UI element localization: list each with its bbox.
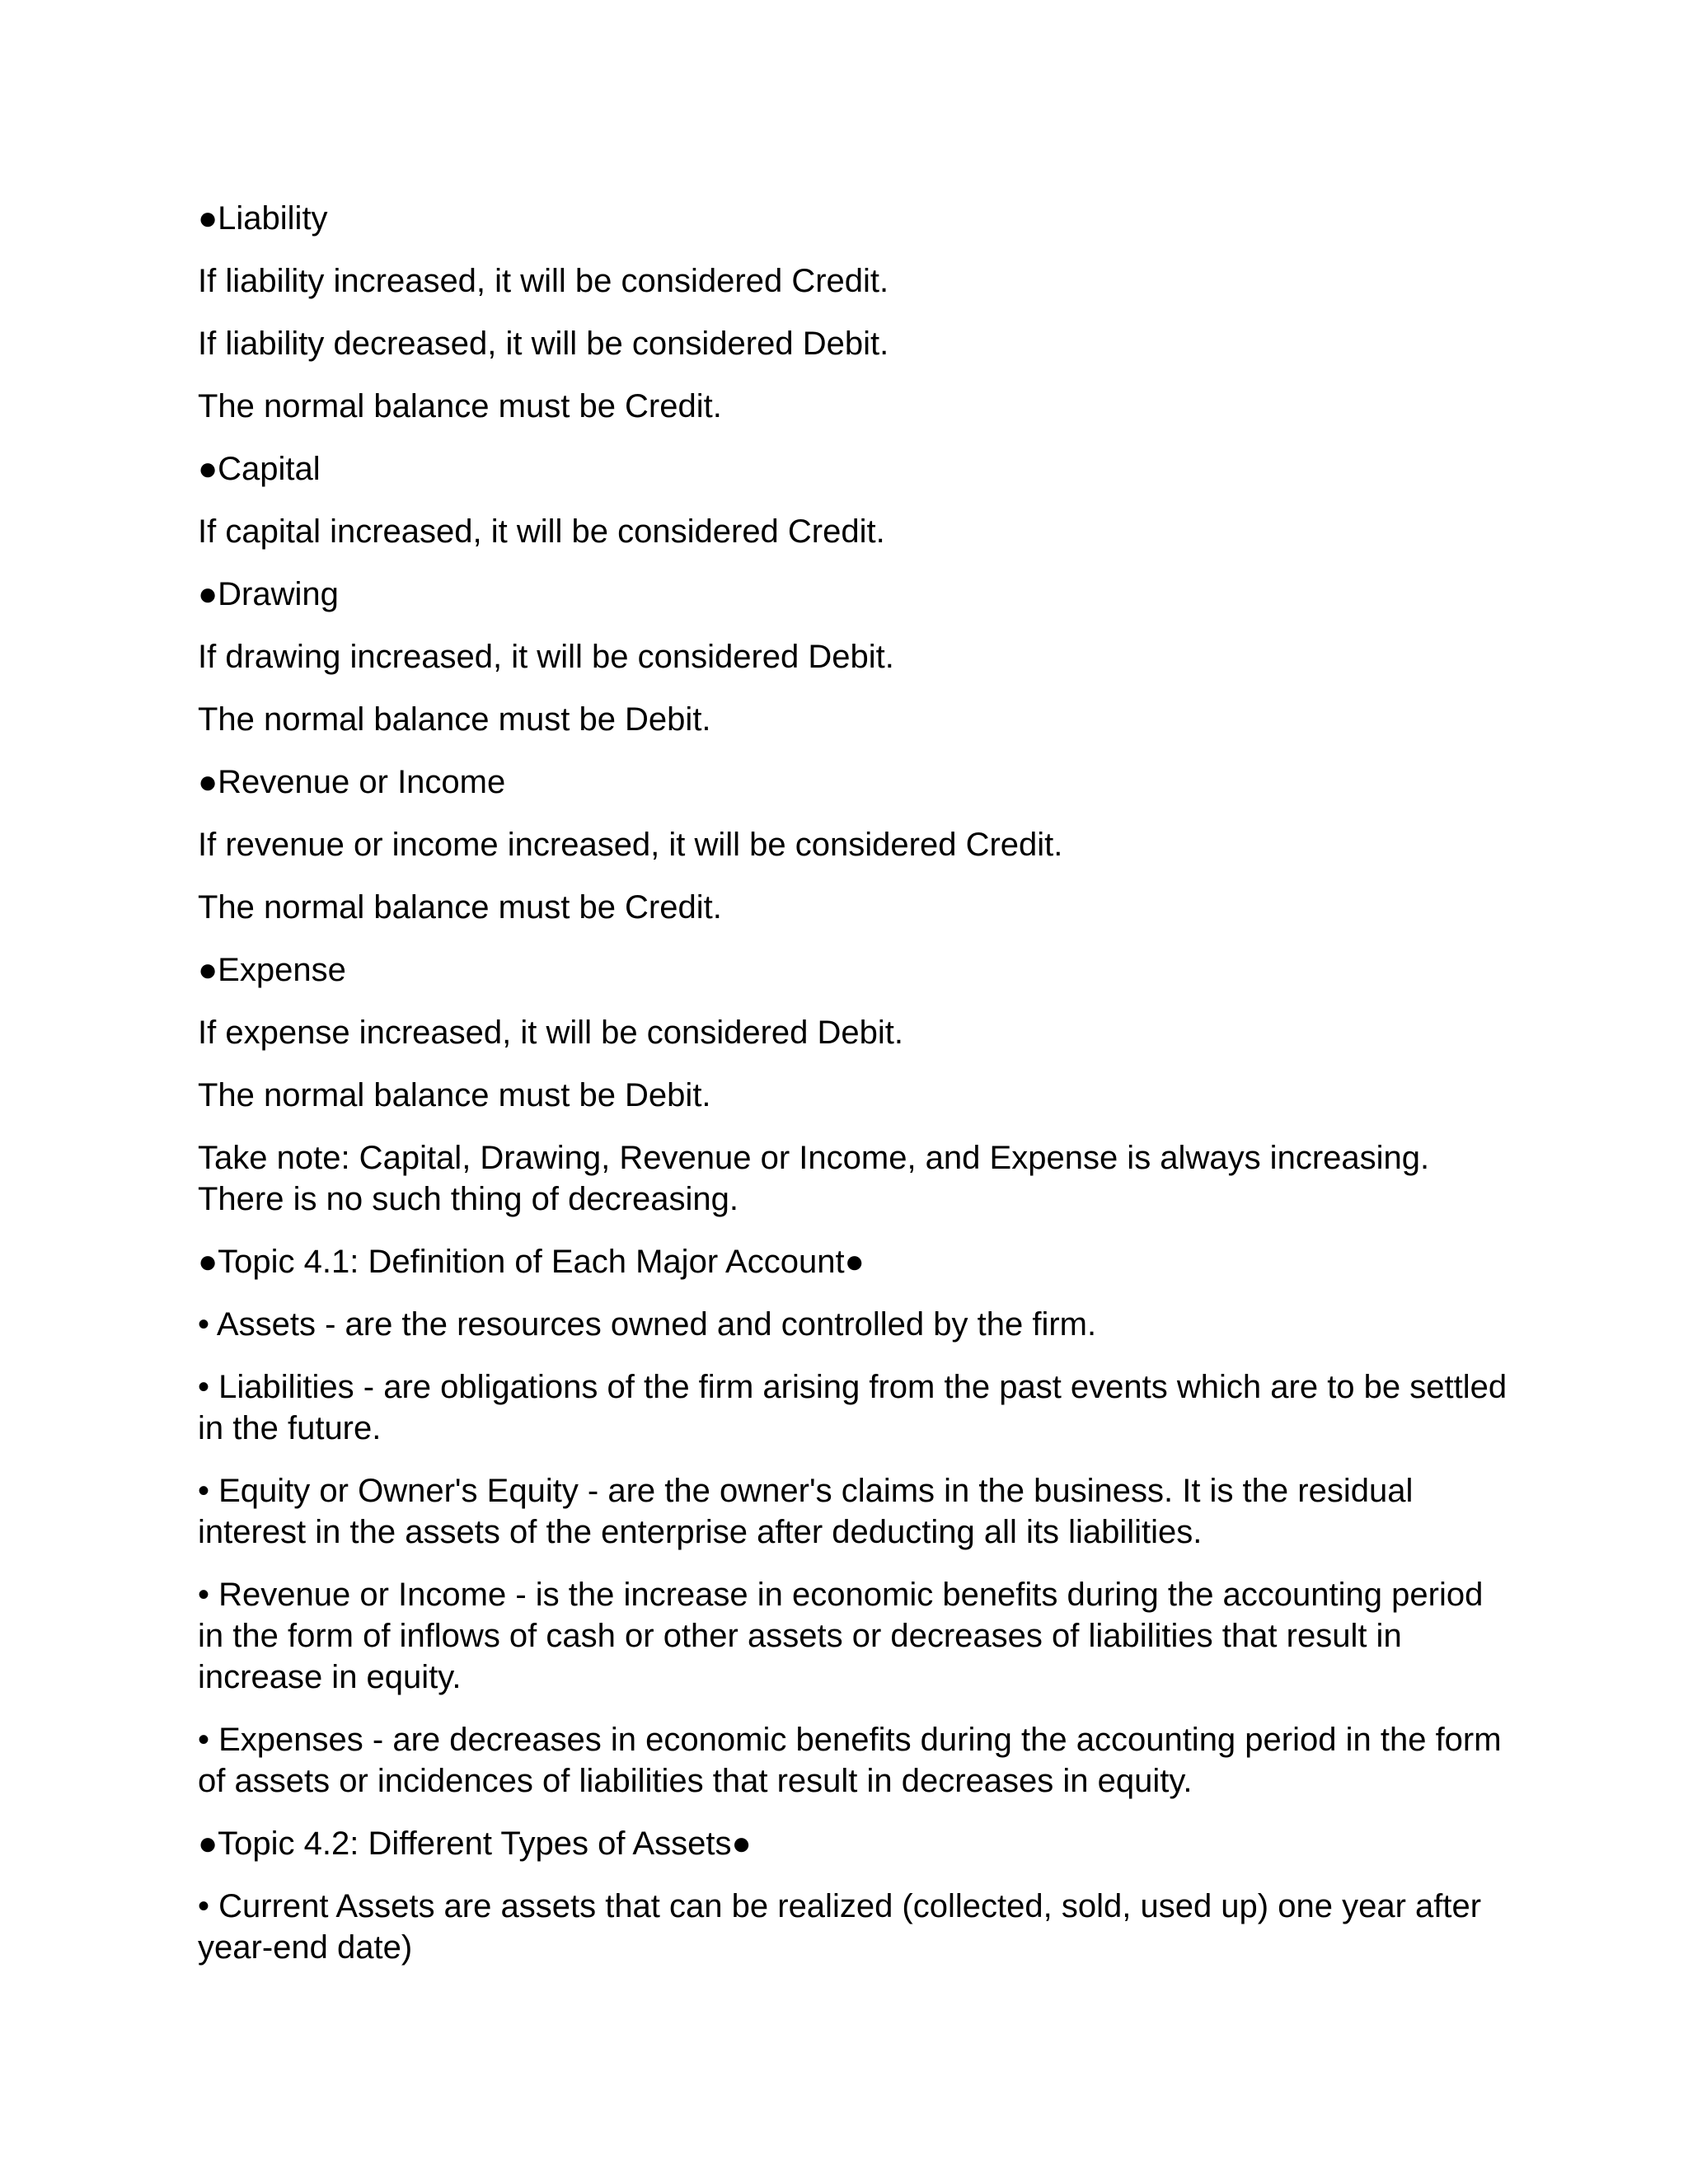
heading-expense: ●Expense <box>198 952 346 988</box>
heading-capital: ●Capital <box>198 451 321 487</box>
capital-increase-rule: If capital increased, it will be considered Credit. <box>198 513 885 550</box>
liability-increase-rule: If liability increased, it will be considered Credit. <box>198 263 889 299</box>
definition-liabilities: • Liabilities - are obligations of the firm arising from the past events which are to be settled in the future. <box>198 1369 1507 1446</box>
liability-normal-balance: The normal balance must be Credit. <box>198 388 722 424</box>
definition-revenue: • Revenue or Income - is the increase in economic benefits during the accounting period in the form of inflows of cash or other assets or decreases of liabilities that result in increase in equity. <box>198 1577 1484 1695</box>
expense-normal-balance: The normal balance must be Debit. <box>198 1077 711 1113</box>
heading-topic-4-1: ●Topic 4.1: Definition of Each Major Account● <box>198 1244 865 1280</box>
definition-expenses: • Expenses - are decreases in economic benefits during the accounting period in the form of assets or incidences of liabilities that result in decreases in equity. <box>198 1722 1502 1799</box>
expense-increase-rule: If expense increased, it will be considered Debit. <box>198 1015 904 1051</box>
take-note: Take note: Capital, Drawing, Revenue or Income, and Expense is always increasing. There is no such thing of decreasing. <box>198 1140 1430 1217</box>
heading-revenue: ●Revenue or Income <box>198 764 506 800</box>
revenue-normal-balance: The normal balance must be Credit. <box>198 889 722 926</box>
heading-liability: ●Liability <box>198 200 328 237</box>
drawing-normal-balance: The normal balance must be Debit. <box>198 701 711 738</box>
drawing-increase-rule: If drawing increased, it will be considered Debit. <box>198 639 894 675</box>
document-body <box>198 198 1517 1990</box>
liability-decrease-rule: If liability decreased, it will be considered Debit. <box>198 326 889 362</box>
heading-drawing: ●Drawing <box>198 576 339 612</box>
definition-equity: • Equity or Owner's Equity - are the owner's claims in the business. It is the residual interest in the assets of the enterprise after deducting all its liabilities. <box>198 1473 1414 1550</box>
revenue-increase-rule: If revenue or income increased, it will be considered Credit. <box>198 827 1063 863</box>
heading-topic-4-2: ●Topic 4.2: Different Types of Assets● <box>198 1825 752 1862</box>
definition-current-assets: • Current Assets are assets that can be realized (collected, sold, used up) one year after year-end date) <box>198 1888 1482 1966</box>
definition-assets: • Assets - are the resources owned and controlled by the firm. <box>198 1306 1097 1343</box>
